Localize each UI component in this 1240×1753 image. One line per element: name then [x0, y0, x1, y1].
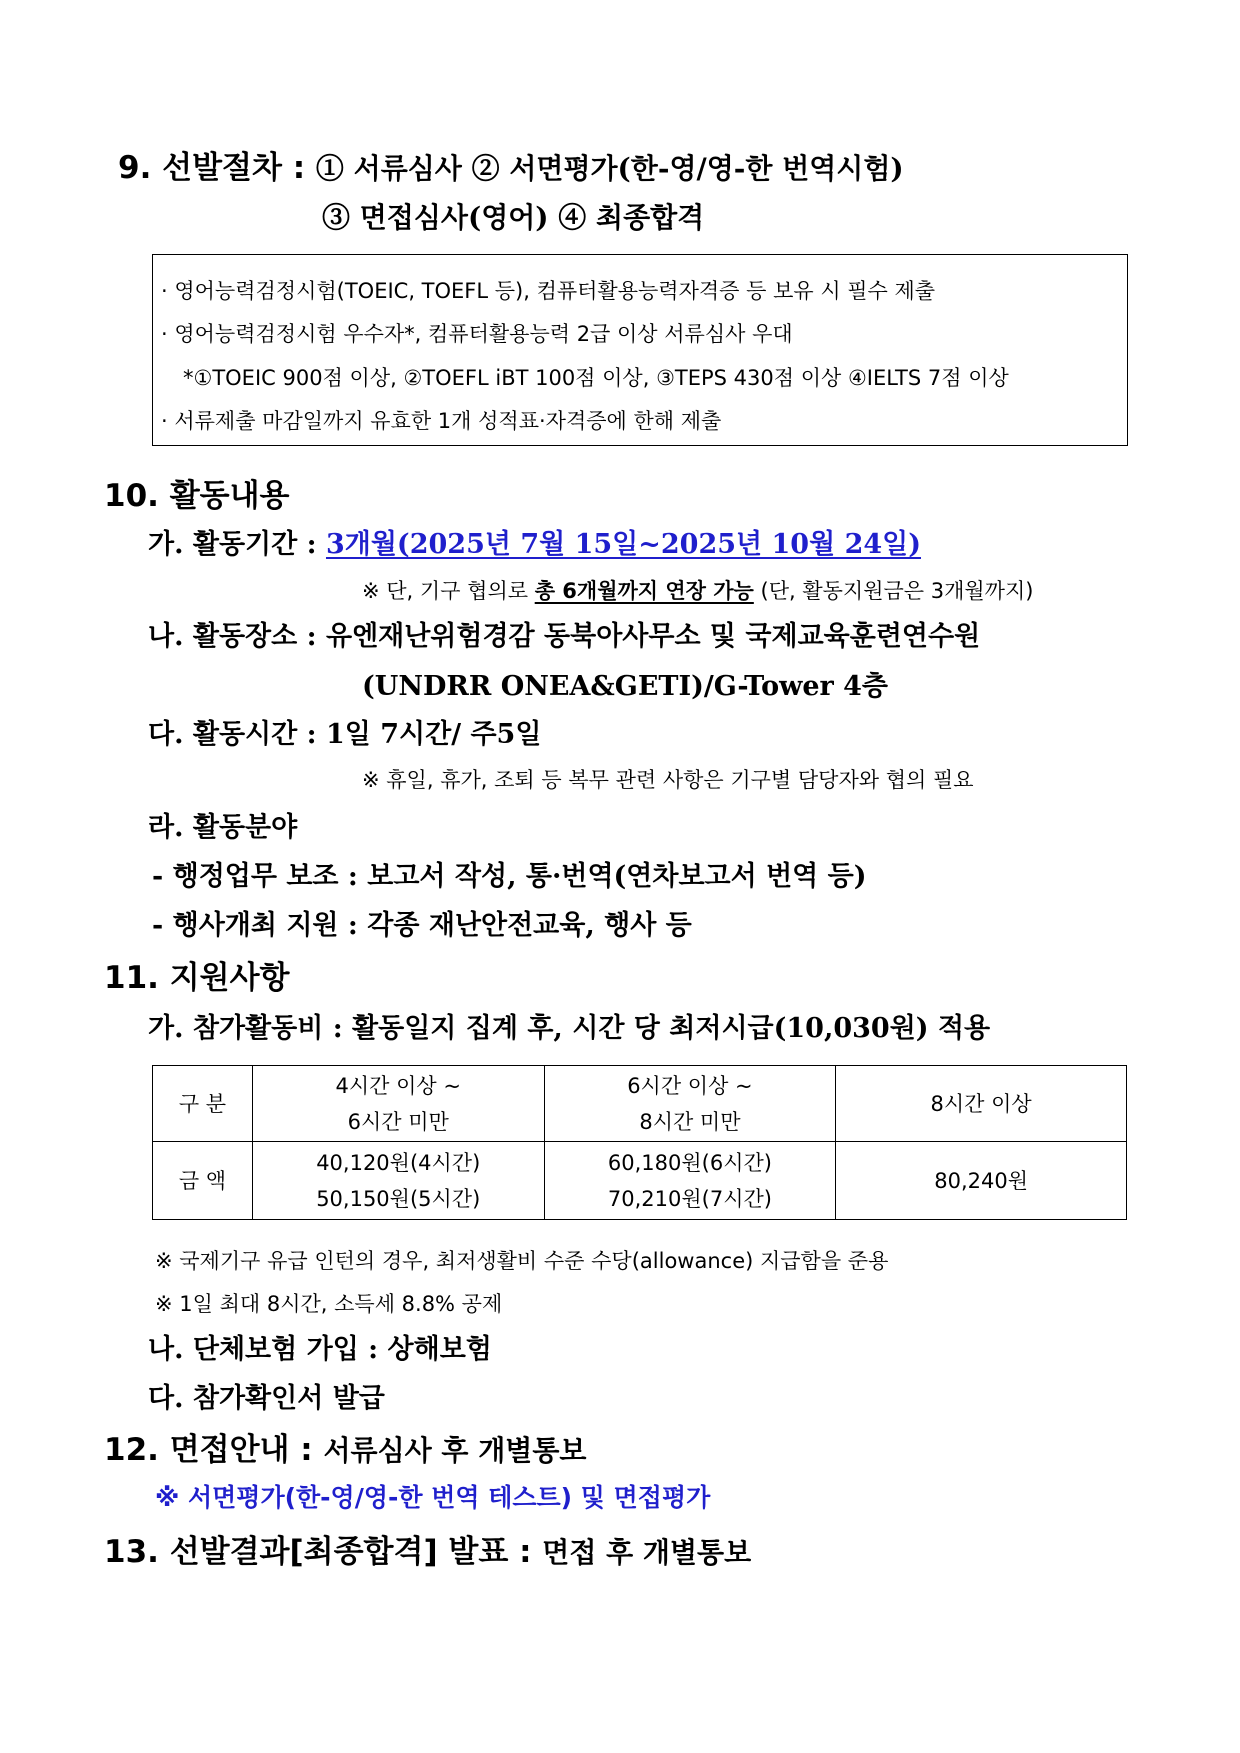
activity-period-label: 가. 활동기간 :	[148, 529, 326, 560]
activity-place-value-2: (UNDRR ONEA&GETI)/G-Tower 4층	[362, 671, 889, 702]
allowance-table	[152, 1065, 1127, 1220]
table-row	[153, 1066, 1127, 1142]
activity-period-note: ※ 단, 기구 협의로 총 6개월까지 연장 가능 (단, 활동지원금은 3개월까지)	[362, 579, 1034, 603]
section-9-steps-line2: ③ 면접심사(영어) ④ 최종합격	[322, 201, 705, 234]
requirement-line-2: · 영어능력검정시험 우수자*, 컴퓨터활용능력 2급 이상 서류심사 우대	[161, 322, 793, 346]
activity-place-label: 나. 활동장소 :	[148, 621, 326, 652]
table-row	[153, 1142, 1127, 1220]
requirement-line-4: · 서류제출 마감일까지 유효한 1개 성적표·자격증에 한해 제출	[161, 409, 722, 433]
section-12-title: 12. 면접안내 :	[104, 1432, 324, 1468]
activity-field-label: 라. 활동분야	[148, 812, 298, 843]
section-9-heading	[118, 142, 904, 187]
allowance-note-1: ※ 국제기구 유급 인턴의 경우, 최저생활비 수준 수당(allowance) 지급함을 준용	[155, 1249, 889, 1273]
activity-period-value: 3개월(2025년 7월 15일~2025년 10월 24일)	[325, 529, 921, 560]
activity-period	[148, 522, 921, 561]
table-header-6-8h: 6시간 이상 ~ 8시간 미만	[544, 1066, 836, 1142]
activity-field-item-1: - 행정업무 보조 : 보고서 작성, 통·번역(연차보고서 번역 등)	[152, 861, 867, 892]
section-13-title: 13. 선발결과[최종합격] 발표 :	[104, 1534, 543, 1570]
activity-place	[148, 614, 980, 653]
participation-certificate: 다. 참가확인서 발급	[148, 1383, 385, 1414]
section-13-heading	[104, 1526, 751, 1571]
table-cell-4-6h: 40,120원(4시간) 50,150원(5시간)	[252, 1142, 544, 1220]
activity-hours-note: ※ 휴일, 휴가, 조퇴 등 복무 관련 사항은 기구별 담당자와 협의 필요	[362, 768, 974, 792]
section-12-value: 서류심사 후 개별통보	[323, 1434, 587, 1467]
activity-hours-label: 다. 활동시간 :	[148, 719, 326, 750]
requirements-box	[152, 254, 1128, 446]
section-9-steps-line1: ① 서류심사 ② 서면평가(한-영/영-한 번역시험)	[315, 152, 904, 185]
activity-field-item-2: - 행사개최 지원 : 각종 재난안전교육, 행사 등	[152, 910, 692, 941]
table-header-8h: 8시간 이상	[836, 1066, 1127, 1142]
participation-fee: 가. 참가활동비 : 활동일지 집계 후, 시간 당 최저시급(10,030원) 적용	[148, 1013, 991, 1044]
table-header-category: 구 분	[153, 1066, 253, 1142]
section-13-value: 면접 후 개별통보	[542, 1536, 752, 1569]
activity-hours-value: 1일 7시간/ 주5일	[325, 719, 542, 750]
allowance-note-2: ※ 1일 최대 8시간, 소득세 8.8% 공제	[155, 1292, 503, 1316]
section-9-title: 9. 선발절차 :	[118, 150, 316, 186]
table-cell-amount-label: 금 액	[153, 1142, 253, 1220]
extension-note: 총 6개월까지 연장 가능	[534, 579, 754, 603]
section-11-title: 11. 지원사항	[104, 960, 290, 996]
activity-hours	[148, 712, 541, 751]
activity-place-value: 유엔재난위험경감 동북아사무소 및 국제교육훈련연수원	[325, 621, 981, 652]
table-cell-6-8h: 60,180원(6시간) 70,210원(7시간)	[544, 1142, 836, 1220]
requirement-line-3: *①TOEIC 900점 이상, ②TOEFL iBT 100점 이상, ③TEPS 430점 이상 ④IELTS 7점 이상	[183, 366, 1009, 390]
table-cell-8h: 80,240원	[836, 1142, 1127, 1220]
table-header-4-6h: 4시간 이상 ~ 6시간 미만	[252, 1066, 544, 1142]
group-insurance: 나. 단체보험 가입 : 상해보험	[148, 1334, 492, 1365]
section-12-note: ※ 서면평가(한-영/영-한 번역 테스트) 및 면접평가	[155, 1483, 711, 1512]
requirement-line-1: · 영어능력검정시험(TOEIC, TOEFL 등), 컴퓨터활용능력자격증 등 보유 시 필수 제출	[161, 279, 936, 303]
section-12-heading	[104, 1424, 586, 1469]
section-10-title: 10. 활동내용	[104, 478, 290, 514]
